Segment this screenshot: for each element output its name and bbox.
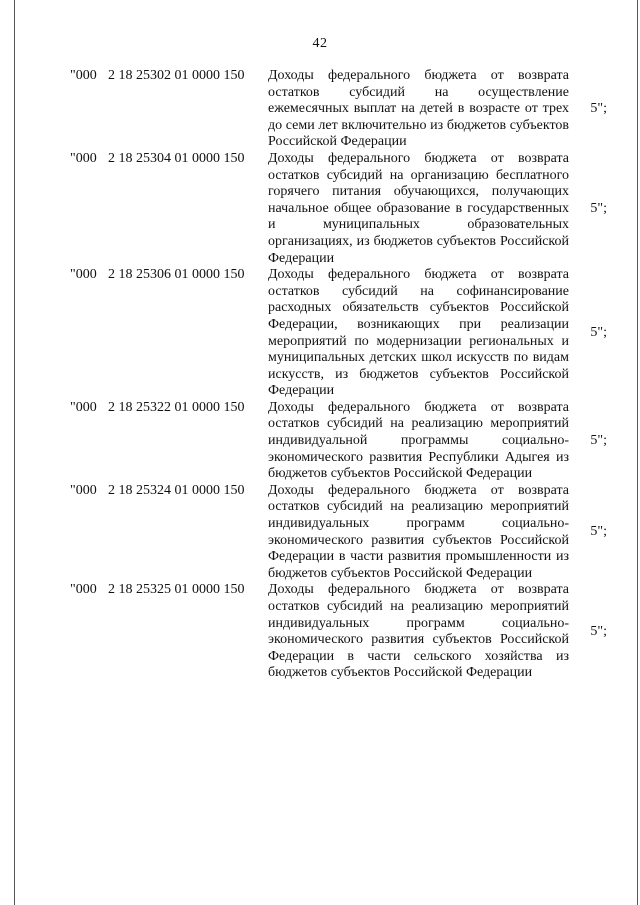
scan-left-edge <box>14 0 15 905</box>
admin-code: "000 <box>70 267 97 283</box>
table-row <box>70 68 610 151</box>
table-row <box>70 483 610 583</box>
rate-value: 5"; <box>590 433 607 449</box>
income-description: Доходы федерального бюджета от возврата остатков субсидий на софинансирование расходных обязательств субъектов Российской Федерации, возникающих при реализации мероприятий по модернизации региональных и муниципальных детских школ искусств по видам искусств, из бюджетов субъектов Российской Федерации <box>268 267 569 399</box>
rate-value: 5"; <box>590 101 607 117</box>
admin-code: "000 <box>70 482 97 498</box>
admin-code: "000 <box>70 68 97 83</box>
budget-classification-code: 2 18 25302 01 0000 150 <box>108 68 245 83</box>
admin-code: "000 <box>70 582 97 598</box>
admin-code: "000 <box>70 150 97 166</box>
scan-right-edge <box>637 0 638 905</box>
rate-value: 5"; <box>590 325 607 341</box>
budget-classification-code: 2 18 25304 01 0000 150 <box>108 150 245 166</box>
budget-code-table <box>70 68 610 682</box>
income-description: Доходы федерального бюджета от возврата остатков субсидий на осуществление ежемесячных выплат на детей в возрасте от трех до семи лет включительно из бюджетов субъектов Российской Федерации <box>268 68 569 150</box>
table-row <box>70 267 610 400</box>
income-description: Доходы федерального бюджета от возврата остатков субсидий на реализацию мероприятий индивидуальной программы социально-экономического развития Республики Адыгея из бюджетов субъектов Российской Федерации <box>268 399 569 482</box>
income-description: Доходы федерального бюджета от возврата остатков субсидий на организацию бесплатного горячего питания обучающихся, получающих начальное общее образование в государственных и муниципальных образовательных организациях, из бюджетов субъектов Российской Федерации <box>268 150 569 266</box>
budget-classification-code: 2 18 25306 01 0000 150 <box>108 267 245 283</box>
rate-value: 5"; <box>590 623 607 639</box>
income-description: Доходы федерального бюджета от возврата остатков субсидий на реализацию мероприятий индивидуальных программ социально-экономического развития субъектов Российской Федерации в части сельского хозяйства из бюджетов субъектов Российской Федерации <box>268 582 569 681</box>
rate-value: 5"; <box>590 200 607 216</box>
budget-classification-code: 2 18 25324 01 0000 150 <box>108 482 245 498</box>
table-row <box>70 151 610 267</box>
income-description: Доходы федерального бюджета от возврата остатков субсидий на реализацию мероприятий индивидуальных программ социально-экономического развития субъектов Российской Федерации в части развития промышленности из бюджетов субъектов Российской Федерации <box>268 482 569 581</box>
budget-classification-code: 2 18 25322 01 0000 150 <box>108 399 245 415</box>
table-row <box>70 400 610 483</box>
table-row <box>70 582 610 682</box>
budget-classification-code: 2 18 25325 01 0000 150 <box>108 582 245 598</box>
page-number: 42 <box>312 36 328 51</box>
rate-value: 5"; <box>590 524 607 540</box>
admin-code: "000 <box>70 399 97 415</box>
